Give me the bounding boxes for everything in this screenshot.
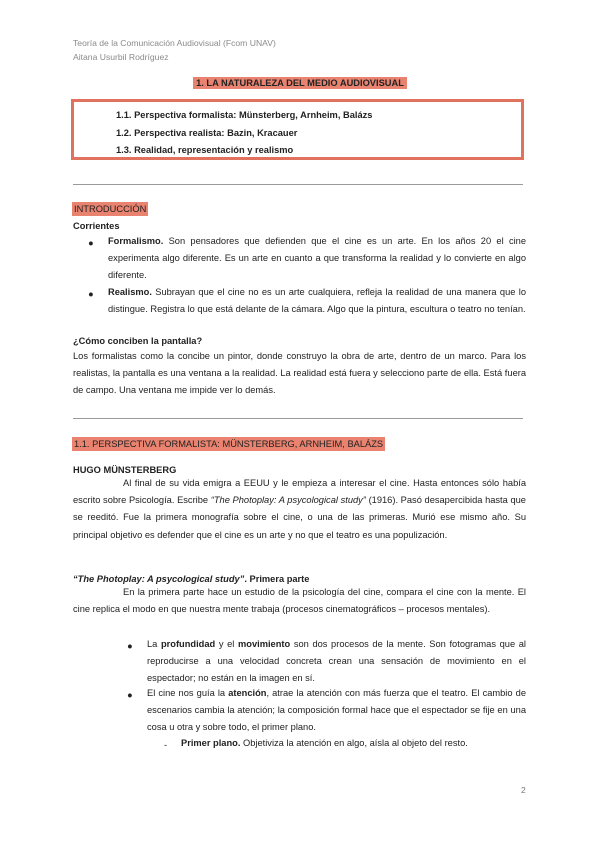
divider: [73, 418, 523, 419]
intro-subheading: Corrientes: [73, 221, 120, 231]
bullet-icon: ●: [88, 238, 94, 248]
toc-item-1: 1.1. Perspectiva formalista: Münsterberg, Arnheim, Balázs: [116, 110, 373, 120]
hugo-paragraph: Al final de su vida emigra a EEUU y le empieza a interesar el cine. Hasta entonces sólo había escrito sobre Psicología. Escribe “The Photoplay: A psycological study” (1916). Pasó desapercibida hasta que se reeditó. Fue la primera monografía sobre el cine, o una de las primeras. Murió ese mismo año. Su principal objetivo es defender que el cine es un arte y no que el teatro es una populización.: [73, 478, 526, 540]
dash-icon: -: [164, 740, 168, 750]
divider: [73, 184, 523, 185]
bullet-atencion: El cine nos guía la atención, atrae la atención con más fuerza que el teatro. El cambio de escenarios cambia la atención; la composición formal hace que el espectador se fije en una cosa u otra y sobre todo, el primer plano.: [147, 688, 526, 733]
bullet-icon: ●: [127, 641, 133, 651]
toc-item-2: 1.2. Perspectiva realista: Bazin, Kracauer: [116, 128, 298, 138]
toc-item-3: 1.3. Realidad, representación y realismo: [116, 145, 294, 155]
hugo-heading: HUGO MÜNSTERBERG: [73, 465, 177, 475]
bullet-realismo: Realismo. Subrayan que el cine no es un arte cualquiera, refleja la realidad de una manera que lo distingue. Registra lo que está delante de la cámara. Algo que la pintura, escultura o teatro no tenían.: [108, 287, 526, 315]
photoplay-paragraph: En la primera parte hace un estudio de la psicología del cine, compara el cine con la mente. El cine replica el modo en que nuestra mente trabaja (procesos cinematográficos – procesos mentales).: [73, 587, 526, 615]
page-number: 2: [521, 785, 526, 795]
header-author: Aitana Usurbil Rodríguez: [73, 52, 169, 62]
section-heading: 1.1. PERSPECTIVA FORMALISTA: MÜNSTERBERG, ARNHEIM, BALÁZS: [74, 439, 384, 449]
photoplay-heading: “The Photoplay: A psycological study”. Primera parte: [73, 574, 310, 584]
page-title: 1. LA NATURALEZA DEL MEDIO AUDIOVISUAL: [0, 73, 600, 91]
bullet-profundidad: La profundidad y el movimiento son dos procesos de la mente. Son fotogramas que al reproducirse a una velocidad concreta crean una sensación de movimiento en el espectador; no están en la imagen en sí.: [147, 639, 526, 684]
bullet-formalismo: Formalismo. Son pensadores que defienden que el cine es un arte. En los años 20 el cine experimenta algo diferente. Es un arte en cuanto a que transforma la realidad y lo convierte en algo diferente.: [108, 236, 526, 281]
pantalla-heading: ¿Cómo conciben la pantalla?: [73, 336, 203, 346]
bullet-icon: ●: [88, 289, 94, 299]
intro-heading: INTRODUCCIÓN: [74, 204, 147, 214]
pantalla-paragraph: Los formalistas como la concibe un pintor, donde construyo la obra de arte, dentro de un marco. Para los realistas, la pantalla es una ventana a la realidad. La realidad está fuera y selecciono parte de ella. Está fuera de campo. Una ventana me impide ver lo demás.: [73, 351, 526, 396]
header-course: Teoría de la Comunicación Audiovisual (Fcom UNAV): [73, 38, 276, 48]
bullet-icon: ●: [127, 690, 133, 700]
dash-primer-plano: Primer plano. Objetiviza la atención en algo, aísla al objeto del resto.: [181, 738, 468, 748]
